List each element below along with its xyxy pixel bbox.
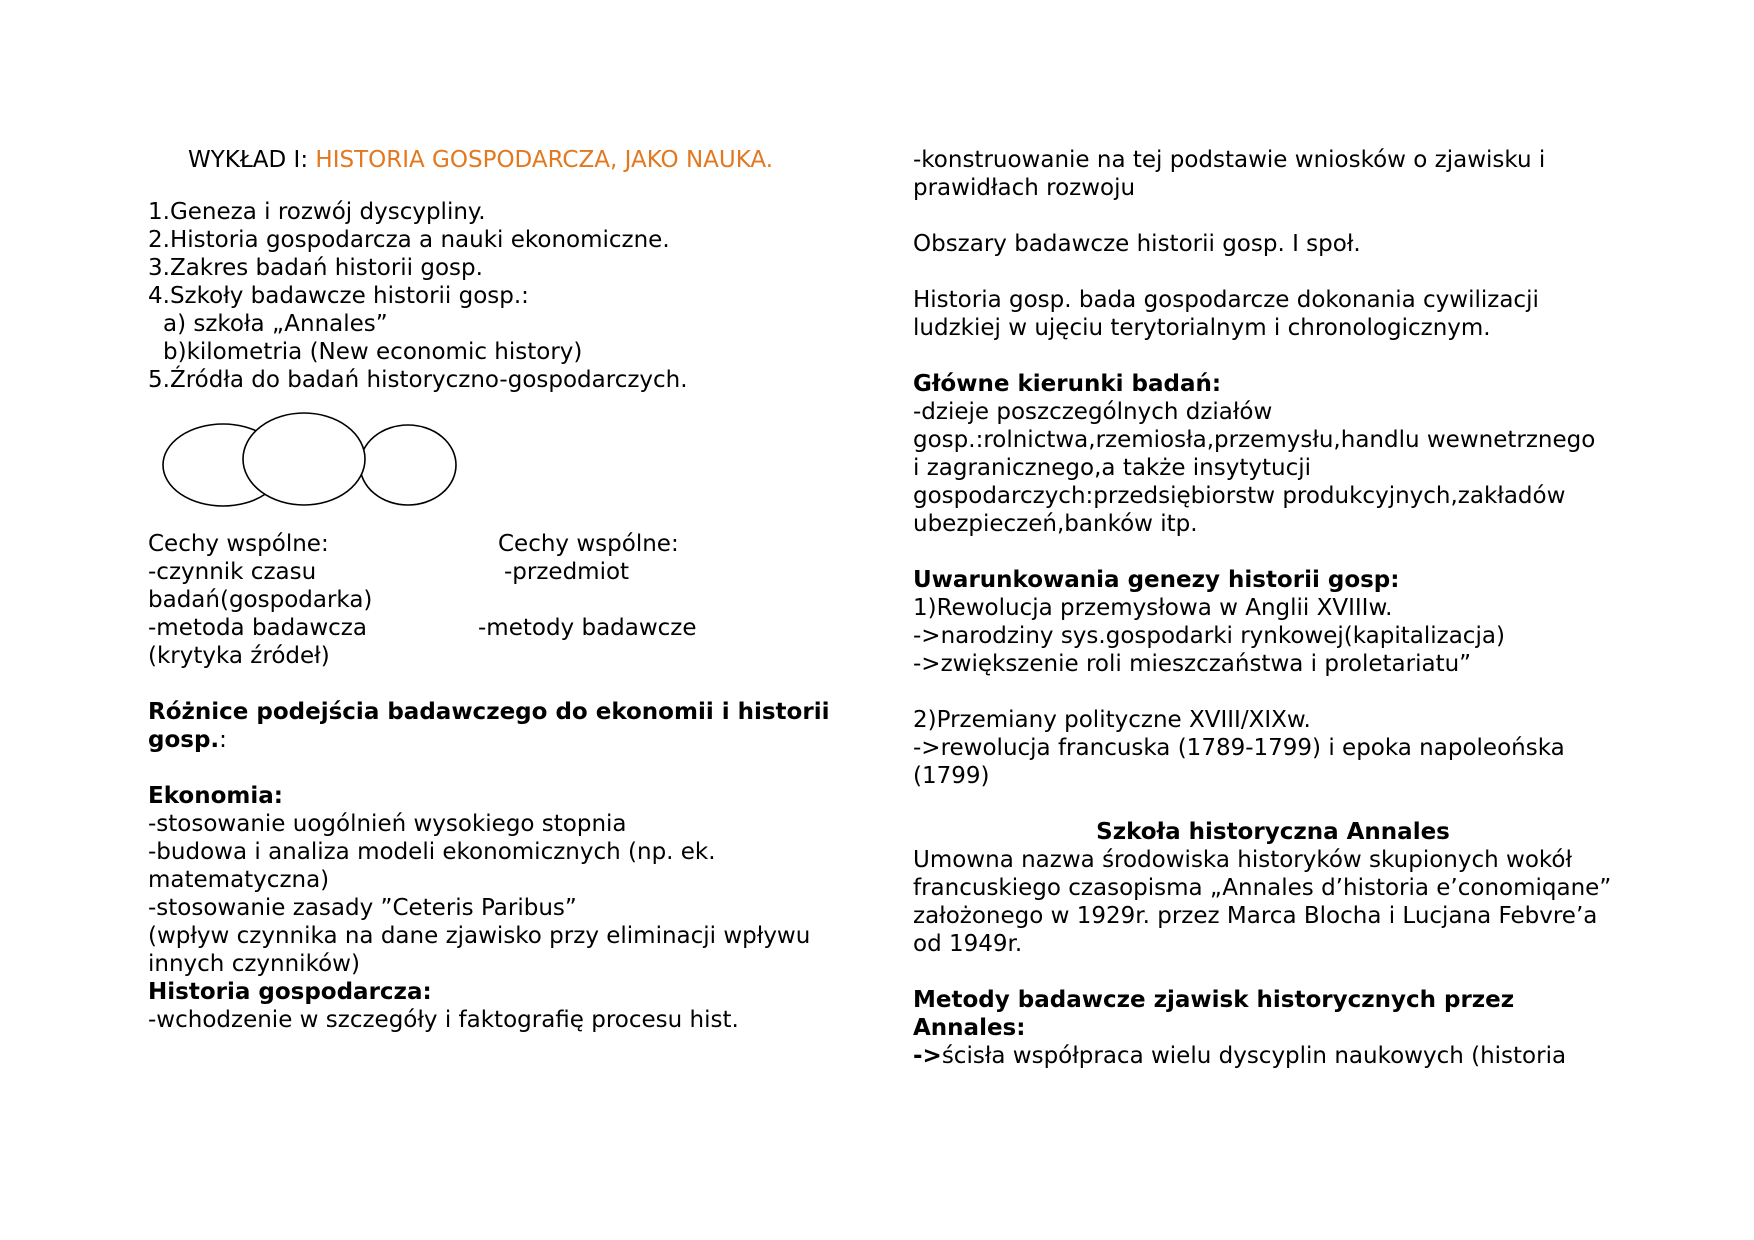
common-features-right: Cechy wspólne: -przedmiot -metody badawcze [478, 531, 697, 641]
scope-line: ludzkiej w ujęciu terytorialnym i chronologicznym. [913, 315, 1491, 341]
economics-line: -stosowanie uogólnień wysokiego stopnia [148, 811, 627, 837]
research-areas: Obszary badawcze historii gosp. I społ. [913, 231, 1361, 257]
differences-heading-cont: gosp.: [148, 727, 227, 753]
directions-line: gospodarczych:przedsiębiorstw produkcyjnych,zakładów [913, 483, 1566, 509]
venn-circle-center [243, 413, 365, 505]
genesis-line: 1)Rewolucja przemysłowa w Anglii XVIIIw. [913, 595, 1393, 621]
directions-line: -dzieje poszczególnych działów [913, 399, 1273, 425]
scope-line: Historia gosp. bada gospodarcze dokonania cywilizacji [913, 287, 1539, 313]
economic-history-line: -wchodzenie w szczegóły i faktografię procesu hist. [148, 1007, 739, 1033]
directions-line: i zagranicznego,a także insytytucji [913, 455, 1311, 481]
toc-item: 2.Historia gospodarcza a nauki ekonomiczne. [148, 227, 670, 253]
right-column [913, 146, 1633, 1070]
venn-circle-right [360, 425, 456, 505]
annales-line: założonego w 1929r. przez Marca Blocha i Lucjana Febvre’a [913, 903, 1598, 929]
directions-line: gosp.:rolnictwa,rzemiosła,przemysłu,handlu wewnetrznego [913, 427, 1596, 453]
annales-line: francuskiego czasopisma „Annales d’historia e’conomiqane” [913, 875, 1612, 901]
annales-line: Umowna nazwa środowiska historyków skupionych wokół [913, 847, 1572, 873]
methods-heading-cont: Annales: [913, 1015, 1026, 1041]
genesis-line: (1799) [913, 763, 990, 789]
toc-subitem: a) szkoła „Annales” [163, 311, 388, 337]
annales-line: od 1949r. [913, 931, 1023, 957]
toc-item: 5.Źródła do badań historyczno-gospodarczych. [148, 367, 688, 393]
economics-line: -stosowanie zasady ”Ceteris Paribus” [148, 895, 577, 921]
intro-line: prawidłach rozwoju [913, 175, 1136, 201]
genesis-heading: Uwarunkowania genezy historii gosp: [913, 567, 1400, 593]
toc-item: 4.Szkoły badawcze historii gosp.: [148, 283, 529, 309]
genesis-line: ->rewolucja francuska (1789-1799) i epoka napoleońska [913, 735, 1565, 761]
differences-heading: Różnice podejścia badawczego do ekonomii i historii [148, 699, 830, 725]
genesis-line: ->zwiększenie roli mieszczaństwa i proletariatu” [913, 651, 1472, 677]
title-accent: HISTORIA GOSPODARCZA, JAKO NAUKA. [315, 147, 774, 173]
directions-heading: Główne kierunki badań: [913, 371, 1222, 397]
directions-line: ubezpieczeń,banków itp. [913, 511, 1198, 537]
economic-history-heading: Historia gospodarcza: [148, 979, 432, 1005]
common-features-left: Cechy wspólne: -czynnik czasu badań(gospodarka) -metoda badawcza (krytyka źródeł) [148, 531, 373, 669]
methods-heading: Metody badawcze zjawisk historycznych przez [913, 987, 1515, 1013]
economics-line: (wpływ czynnika na dane zjawisko przy eliminacji wpływu [148, 923, 811, 949]
economics-line: matematyczna) [148, 867, 330, 893]
economics-line: -budowa i analiza modeli ekonomicznych (np. ek. [148, 839, 716, 865]
genesis-line: ->narodziny sys.gospodarki rynkowej(kapitalizacja) [913, 623, 1505, 649]
left-column [148, 146, 848, 1034]
toc-item: 3.Zakres badań historii gosp. [148, 255, 483, 281]
toc-item: 1.Geneza i rozwój dyscypliny. [148, 199, 486, 225]
annales-heading: Szkoła historyczna Annales [1096, 819, 1450, 845]
intro-line: -konstruowanie na tej podstawie wniosków o zjawisku i [913, 147, 1546, 173]
common-features [148, 530, 848, 670]
economics-heading: Ekonomia: [148, 783, 283, 809]
economics-line: innych czynników) [148, 951, 360, 977]
toc-subitem: b)kilometria (New economic history) [163, 339, 583, 365]
genesis-line: 2)Przemiany polityczne XVIII/XIXw. [913, 707, 1311, 733]
lecture-title: WYKŁAD I: HISTORIA GOSPODARCZA, JAKO NAUKA. [188, 147, 774, 173]
venn-diagram [158, 408, 458, 520]
methods-line: ->ścisła współpraca wielu dyscyplin naukowych (historia [913, 1043, 1567, 1069]
